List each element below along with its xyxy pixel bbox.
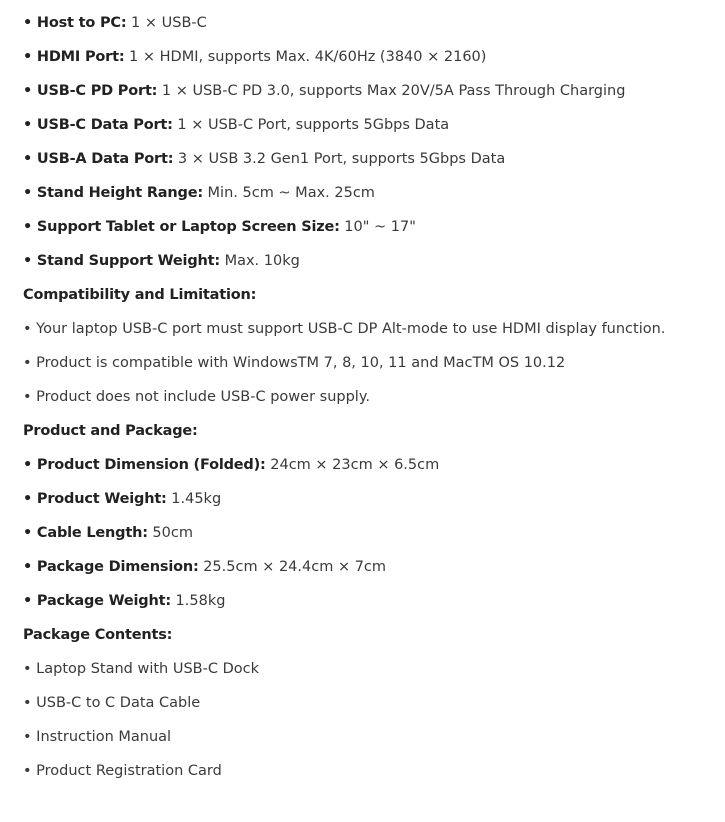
spec-value: 1.58kg [170,593,226,609]
product-package-heading: Product and Package: [23,423,198,439]
spec-stand-support-weight [23,249,725,283]
spec-value: 10" ~ 17" [339,219,416,235]
spec-value: 1 × USB-C PD 3.0, supports Max 20V/5A Pass Through Charging [157,83,626,99]
compatibility-item: • Product does not include USB-C power supply. [23,389,370,405]
spec-value: 1 × USB-C [126,15,207,31]
package-contents-item: • Product Registration Card [23,763,222,779]
spec-package-dimension [23,555,725,589]
spec-label: • Host to PC: [23,15,127,31]
package-contents-item: • USB-C to C Data Cable [23,695,201,711]
spec-label: • Stand Support Weight: [23,253,220,269]
spec-label: • Stand Height Range: [23,185,203,201]
spec-label: • Package Weight: [23,593,171,609]
spec-label: • USB-A Data Port: [23,151,174,167]
spec-product-weight [23,487,725,521]
spec-label: • USB-C PD Port: [23,83,158,99]
spec-value: Min. 5cm ~ Max. 25cm [202,185,375,201]
spec-package-weight [23,589,725,623]
spec-value: 1.45kg [166,491,222,507]
spec-host-to-pc [23,11,725,45]
spec-value: 50cm [147,525,193,541]
spec-stand-height-range [23,181,725,215]
package-contents-heading: Package Contents: [23,627,173,643]
spec-usbc-pd-port [23,79,725,113]
compatibility-item: • Product is compatible with WindowsTM 7, 8, 10, 11 and MacTM OS 10.12 [23,355,566,371]
spec-usba-data-port [23,147,725,181]
spec-label: • Product Dimension (Folded): [23,457,266,473]
compatibility-item: • Your laptop USB-C port must support USB-C DP Alt-mode to use HDMI display function. [23,321,666,337]
spec-label: • Cable Length: [23,525,148,541]
spec-label: • Product Weight: [23,491,167,507]
spec-value: 1 × USB-C Port, supports 5Gbps Data [172,117,450,133]
package-contents-item: • Laptop Stand with USB-C Dock [23,661,259,677]
spec-value: 24cm × 23cm × 6.5cm [265,457,440,473]
spec-usbc-data-port [23,113,725,147]
spec-label: • Package Dimension: [23,559,199,575]
package-contents-item: • Instruction Manual [23,729,172,745]
spec-label: • Support Tablet or Laptop Screen Size: [23,219,340,235]
spec-value: 3 × USB 3.2 Gen1 Port, supports 5Gbps Data [173,151,506,167]
spec-product-dimension [23,453,725,487]
compatibility-heading: Compatibility and Limitation: [23,287,257,303]
spec-screen-size [23,215,725,249]
spec-cable-length [23,521,725,555]
spec-hdmi-port [23,45,725,79]
spec-label: • HDMI Port: [23,49,125,65]
spec-label: • USB-C Data Port: [23,117,173,133]
spec-value: 1 × HDMI, supports Max. 4K/60Hz (3840 × 2160) [124,49,487,65]
spec-value: 25.5cm × 24.4cm × 7cm [198,559,387,575]
spec-value: Max. 10kg [219,253,300,269]
